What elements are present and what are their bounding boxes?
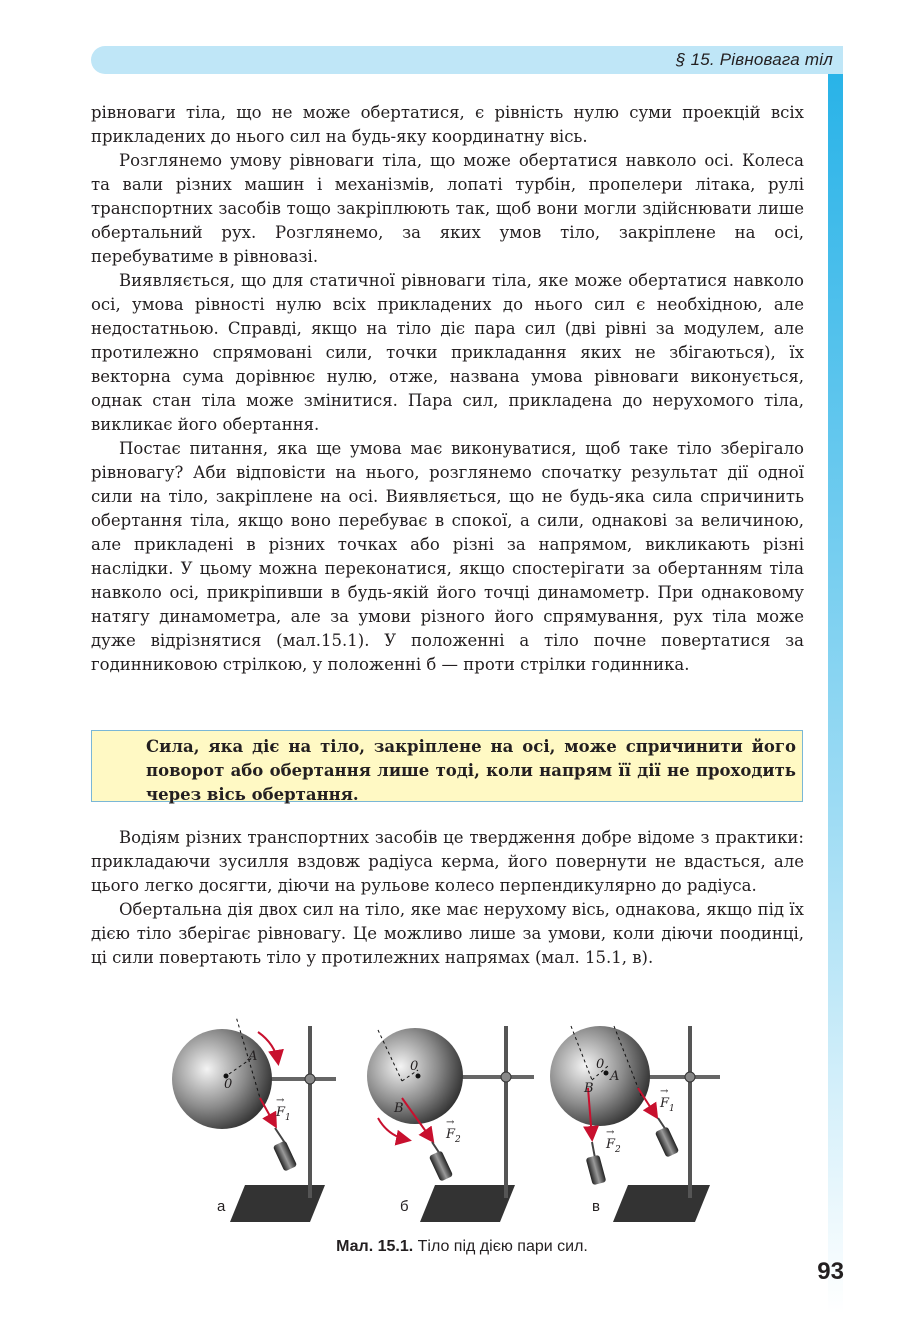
dynamometer [586,1155,607,1186]
panel-label: в [592,1198,600,1215]
paragraph: Виявляється, що для статичної рівноваги тіла, яке може обертатися навколо осі, умова рівності нулю всіх прикладених до нього сил є необхідною, але недостатньою. Справді, якщо на тіло діє пара сил (дві рівні за модулем, але протилежно спрямовані сили, точки прикладання яких не збігаються), їх векторна сума дорівнює нулю, отже, названа умова рівноваги виконується, однак стан тіла може змінитися. Пара сил, прикладена до нерухомого тіла, викликає його обертання. [91,271,804,434]
stand-base [420,1185,515,1222]
force1-label: $F_1$ [276,1105,291,1123]
dynamometer [655,1126,680,1157]
header-bar [91,46,843,74]
paragraph: Водіям різних транспортних засобів це твердження добре відоме з практики: прикладаючи зусилля вздовж радіуса керма, його повернути не вдасться, але цього легко досягти, діючи на рульове колесо перпендикулярно до радіуса. [91,828,804,895]
caption-number: Мал. 15.1. [336,1238,414,1255]
svg-text:→: → [446,1117,455,1128]
panel-label: б [400,1198,409,1215]
point-a-label: A [610,1069,620,1084]
svg-text:→: → [606,1127,615,1138]
panel-a [172,1018,336,1222]
stand-base [613,1185,710,1222]
caption-text: Тіло під дією пари сил. [413,1238,588,1255]
force2-label: $F_2$ [446,1127,461,1145]
panel-v [550,1026,720,1222]
svg-text:→: → [276,1095,285,1106]
paragraph: рівноваги тіла, що не може обертатися, є рівність нулю суми проекцій всіх прикладених до нього сил на будь-яку координатну вісь. [91,103,804,146]
disk [550,1026,650,1126]
force2-label: $F_2$ [606,1137,621,1155]
svg-text:→: → [660,1086,669,1097]
dynamometer [429,1150,454,1181]
paragraph: Обертальна дія двох сил на тіло, яке має нерухому вісь, однакова, якщо під їх дією тіло зберігає рівновагу. Це можливо лише за умови, коли діючи поодинці, ці сили повертають тіло у протилежних напрямах (мал. 15.1, в). [91,900,804,967]
rule-text: Сила, яка діє на тіло, закріплене на осі, може спричинити його поворот або обертання лише тоді, коли напрям її дії не проходить через вісь обертання. [146,737,796,804]
axis-label: 0 [224,1077,233,1092]
point-a-label: A [248,1049,258,1064]
body-text-top [91,101,804,677]
rule-box [91,730,803,802]
axis-label: 0 [596,1057,605,1072]
section-title: § 15. Рівновага тіл [676,50,833,69]
point-b-label: B [394,1101,404,1116]
paragraph: Постає питання, яка ще умова має виконуватися, щоб таке тіло зберігало рівновагу? Аби відповісти на нього, розглянемо спочатку результат дії одної сили на тіло, закріплене на осі. Виявляється, що не будь-яка сила спричинить обертання тіла, якщо воно перебуває в спокої, а сили, однакові за величиною, але прикладені в різних точках або різні за напрямом, викликають різні наслідки. У цьому можна переконатися, якщо спостерігати за обертанням тіла навколо осі, прикріпивши в будь-якій його точці динамометр. При однаковому натягу динамометра, але за умови різного його спрямування, рух тіла може дуже відрізнятися (мал.15.1). У положенні а тіло почне повертатися за годинниковою стрілкою, у положенні б — проти стрілки годинника. [91,439,804,674]
figure-15-1 [160,1018,730,1232]
panel-b [367,1026,534,1222]
page-number: 93 [817,1258,844,1285]
figure-caption [0,1238,924,1256]
panel-label: а [217,1198,226,1215]
disk [367,1028,463,1124]
side-stripe [828,74,843,1314]
paragraph: Розглянемо умову рівноваги тіла, що може обертатися навколо осі. Колеса та вали різних машин і механізмів, лопаті турбін, пропелери літака, рулі транспортних засобів тощо закріплюють так, щоб вони могли здійснювати лише обертальний рух. Розглянемо, за яких умов тіло, закріплене на осі, перебуватиме в рівновазі. [91,151,804,266]
dynamometer [273,1140,298,1171]
disk [172,1029,272,1129]
axis-label: 0 [410,1059,419,1074]
force1-label: $F_1$ [660,1096,675,1114]
point-b-label: B [584,1081,594,1096]
force-arrow [260,1098,275,1125]
body-text-bottom [91,826,804,970]
